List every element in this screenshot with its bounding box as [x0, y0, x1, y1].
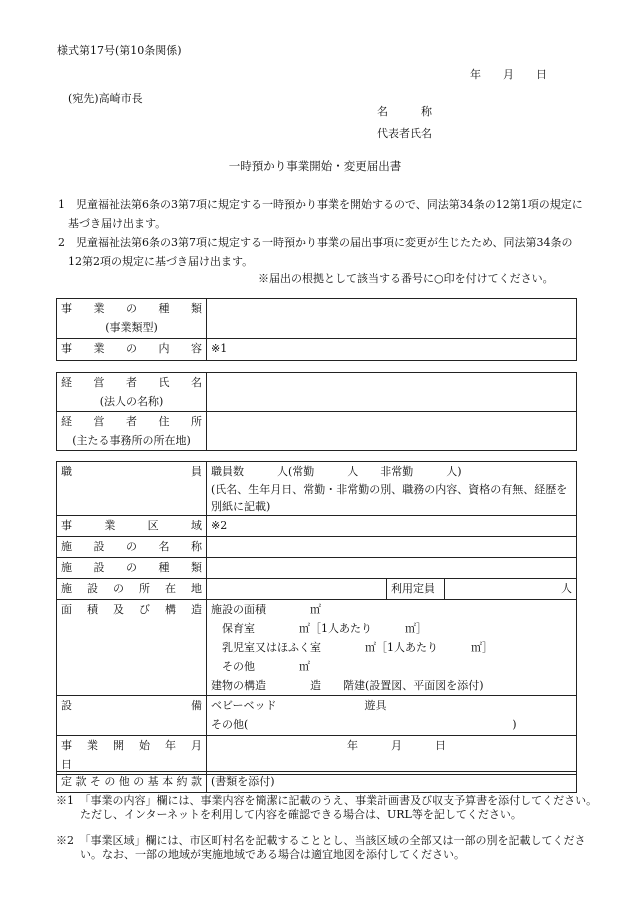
representative-name-label: 代表者氏名: [377, 127, 432, 140]
articles-label: 定款その他の基本約款: [57, 772, 207, 793]
submission-date: 年 月 日: [470, 68, 547, 81]
addressee: (宛先)高崎市長: [68, 92, 143, 105]
facility-name-label: 施 設 の 名 称: [57, 537, 207, 558]
operator-name-label: 経 営 者 氏 名 (法人の名称): [57, 373, 207, 412]
business-type-value[interactable]: [207, 299, 577, 339]
articles-table: [56, 771, 577, 793]
operator-name-value[interactable]: [207, 373, 577, 412]
capacity-value[interactable]: 人: [445, 579, 577, 600]
circle-note: ※届出の根拠として該当する番号に○印を付けてください。: [258, 272, 554, 285]
equipment-label: 設 備: [57, 696, 207, 736]
operator-address-label: 経 営 者 住 所 (主たる事務所の所在地): [57, 412, 207, 451]
nursery-room-line: 保育室 ㎡［1人あたり ㎡］: [211, 622, 427, 635]
capacity-label: 利用定員: [387, 579, 445, 600]
form-number: 様式第17号(第10条関係): [57, 44, 182, 57]
business-content-value[interactable]: ※1: [207, 339, 577, 361]
articles-value[interactable]: (書類を添付): [207, 772, 577, 793]
start-date-value[interactable]: 年 月 日: [207, 736, 577, 775]
item-1: 1 児童福祉法第6条の3第7項に規定する一時預かり事業を開始するので、同法第34条の12第1項の規定に基づき届け出ます。: [58, 198, 583, 230]
staff-label: 職 員: [57, 462, 207, 516]
staff-value[interactable]: [207, 462, 577, 516]
item-2: 2 児童福祉法第6条の3第7項に規定する一時預かり事業の届出事項に変更が生じたため、同法第34条の12第2項の規定に基づき届け出ます。: [58, 236, 573, 268]
infant-room-line: 乳児室又はほふく室 ㎡［1人あたり ㎡］: [211, 641, 493, 654]
start-date-label: 事 業 開 始 年 月 日: [57, 736, 207, 775]
footnote-1: ※1 「事業の内容」欄には、事業内容を簡潔に記載のうえ、事業計画書及び収支予算書を添付してください。ただし、インターネットを利用して内容を確認できる場合は、URL等を記してください。: [56, 794, 598, 821]
facility-location-value[interactable]: [207, 579, 387, 600]
equipment-value[interactable]: [207, 696, 577, 736]
footnote-2: ※2 「事業区域」欄には、市区町村名を記載することとし、当該区域の全部又は一部の別を記載してください。なお、一部の地域が実施地域である場合は適宜地図を添付してください。: [56, 834, 586, 861]
business-type-label: 事 業 の 種 類 (事業類型): [57, 299, 207, 339]
facility-location-label: 施 設 の 所 在 地: [57, 579, 207, 600]
applicant-name-label: 名 称: [377, 105, 432, 118]
business-type-table: [56, 298, 577, 361]
business-area-value[interactable]: ※2: [207, 516, 577, 537]
operator-address-value[interactable]: [207, 412, 577, 451]
building-structure-line: 建物の構造 造 階建(設置図、平面図を添付): [211, 679, 484, 692]
staff-count-line: 職員数 人(常勤 人 非常勤 人): [211, 465, 462, 478]
facility-name-value[interactable]: [207, 537, 577, 558]
facility-type-value[interactable]: [207, 558, 577, 579]
area-structure-value[interactable]: [207, 600, 577, 696]
facility-table: [56, 461, 577, 775]
equipment-line-1: ベビーベッド 遊具: [211, 699, 387, 712]
facility-type-label: 施 設 の 種 類: [57, 558, 207, 579]
equipment-line-2: その他( ): [211, 718, 517, 731]
operator-table: [56, 372, 577, 451]
document-title: 一時預かり事業開始・変更届出書: [228, 159, 402, 173]
facility-area-line: 施設の面積 ㎡: [211, 603, 321, 616]
area-structure-label: 面 積 及 び 構 造: [57, 600, 207, 696]
business-area-label: 事 業 区 域: [57, 516, 207, 537]
other-room-line: その他 ㎡: [211, 660, 310, 673]
staff-detail-line: (氏名、生年月日、常勤・非常勤の別、職務の内容、資格の有無、経歴を別紙に記載): [211, 483, 568, 513]
business-content-label: 事 業 の 内 容: [57, 339, 207, 361]
